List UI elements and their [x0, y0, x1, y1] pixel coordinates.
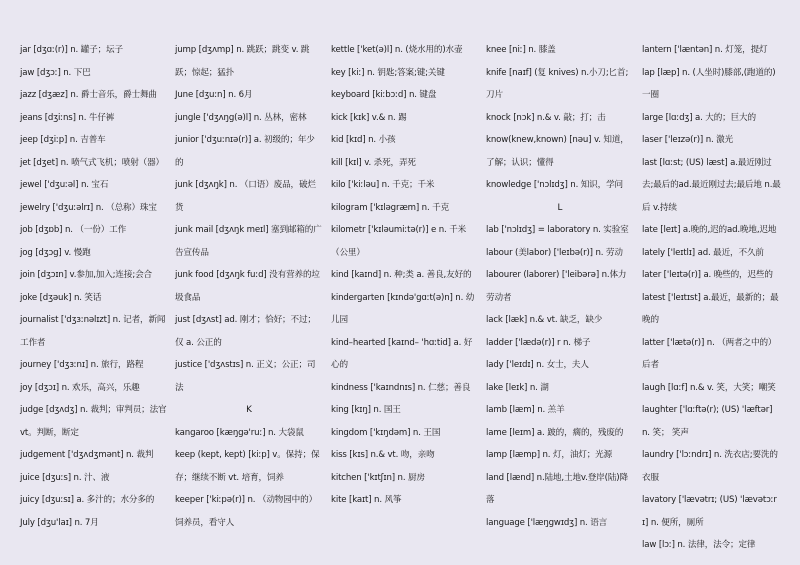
vocab-entry: knowledge ['nɔlɪdʒ] n. 知识，学问	[486, 180, 623, 190]
column-3	[331, 39, 476, 565]
vocab-entry: kind [kaɪnd] n. 种;类 a. 善良,友好的	[331, 270, 472, 280]
vocab-entry: juicy [dʒuːsɪ] a. 多汁的；水分多的	[20, 495, 155, 505]
vocab-entry: kettle ['ket(ə)l] n. (烧水用的)水壶	[331, 45, 463, 55]
section-letter-heading: L	[557, 202, 563, 213]
vocab-entry: knife [naɪf] (复 knives) n.小刀;匕首;刀片	[486, 67, 629, 100]
vocab-entry: knee [niː] n. 膝盖	[486, 45, 556, 55]
vocab-entry: jazz [dʒæz] n. 爵士音乐，爵士舞曲	[20, 90, 157, 100]
vocab-entry: jewelry ['dʒuːəlrɪ] n. （总称）珠宝	[20, 202, 157, 213]
vocab-entry: jeans [dʒiːns] n. 牛仔裤	[20, 112, 115, 123]
vocab-entry: jet [dʒet] n. 喷气式飞机；喷射（器）	[20, 157, 164, 168]
vocab-entry: late [leɪt] a.晚的,迟的ad.晚地,迟地	[642, 225, 777, 235]
vocab-entry: kick [kɪk] v.& n. 踢	[331, 112, 407, 123]
vocab-entry: jeep [dʒiːp] n. 吉普车	[20, 135, 106, 145]
vocab-entry: lack [læk] n.& vt. 缺乏，缺少	[486, 315, 603, 325]
vocab-entry: kind–hearted [kaɪnd– 'hɑːtid] a. 好心的	[331, 337, 473, 370]
vocab-entry: lavatory ['lævətrɪ; (US) 'lævətɔːrɪ] n. 便所，厕所	[642, 495, 777, 528]
vocab-entry: knock [nɔk] n.& v. 敲；打；击	[486, 112, 606, 123]
vocab-entry: laugh [lɑːf] n.& v. 笑，大笑；嘲笑	[642, 382, 776, 393]
vocab-entry: just [dʒʌst] ad. 刚才；恰好；不过；仅 a. 公正的	[175, 315, 316, 348]
vocab-entry: kangaroo [kæŋgə'ruː] n. 大袋鼠	[175, 427, 304, 438]
vocab-entry: July [dʒu'laɪ] n. 7月	[20, 517, 99, 528]
vocab-entry: jungle ['dʒʌŋg(ə)l] n. 丛林，密林	[175, 112, 307, 123]
vocab-entry: kite [kaɪt] n. 风筝	[331, 495, 402, 505]
vocab-entry: justice ['dʒʌstɪs] n. 正义；公正；司法	[175, 360, 316, 393]
column-1	[20, 39, 168, 565]
vocab-entry: kindergarten [kɪndə'gɑːt(ə)n] n. 幼儿园	[331, 292, 475, 325]
vocab-entry: later ['leɪtə(r)] a. 晚些的，迟些的	[642, 270, 773, 280]
vocab-entry: joy [dʒɔɪ] n. 欢乐，高兴，乐趣	[20, 382, 140, 393]
vocab-entry: king [kɪŋ] n. 国王	[331, 405, 401, 415]
vocab-entry: junk mail [dʒʌŋk meɪl] 塞到邮箱的广告宣传品	[175, 225, 322, 258]
vocab-entry: kingdom ['kɪŋdəm] n. 王国	[331, 427, 441, 438]
vocab-entry: last [lɑːst; (US) læst] a.最近刚过去;最后的ad.最近刚过去;最后地 n.最后 v.持续	[642, 157, 781, 213]
section-letter-heading: K	[246, 405, 252, 415]
vocab-entry: joke [dʒəuk] n. 笑话	[20, 292, 102, 303]
vocab-entry: junk [dʒʌŋk] n. （口语）废品，破烂货	[175, 180, 316, 213]
vocab-entry: judgement ['dʒʌdʒmənt] n. 裁判	[20, 450, 154, 460]
vocab-entry: kilometr ['kɪləumiːtə(r)] e n. 千米（公里）	[331, 225, 467, 258]
vocab-entry: laundry ['lɔːndrɪ] n. 洗衣店;要洗的衣服	[642, 450, 778, 483]
vocab-entry: language ['læŋgwɪdʒ] n. 语言	[486, 517, 608, 528]
vocab-entry: keep (kept, kept) [kiːp] v。保持；保存；继续不断 vt. 培育，饲养	[175, 450, 320, 483]
vocab-entry: key [kiː] n. 钥匙;答案;键;关键	[331, 67, 445, 78]
vocab-entry: join [dʒɔɪn] v.参加,加入;连接;会合	[20, 270, 152, 280]
vocab-entry: judge [dʒʌdʒ] n. 裁判；审判员；法官vt。判断，断定	[20, 405, 167, 438]
vocab-entry: lady ['leɪdɪ] n. 女士，夫人	[486, 360, 589, 370]
vocab-entry: junk food [dʒʌŋk fuːd] 没有营养的垃圾食品	[175, 270, 320, 303]
vocab-entry: jump [dʒʌmp] n. 跳跃；跳变 v. 跳跃；惊起；猛扑	[175, 45, 310, 78]
vocab-entry: know(knew,known) [nəu] v. 知道，了解；认识；懂得	[486, 135, 629, 168]
vocab-entry: lake [leɪk] n. 湖	[486, 382, 549, 393]
vocab-entry: laughter ['lɑːftə(r); (US) 'læftər] n. 笑； 笑声	[642, 405, 773, 438]
vocab-entry: jewel ['dʒuːəl] n. 宝石	[20, 180, 109, 190]
vocab-entry: kiss [kɪs] n.& vt. 吻，亲吻	[331, 450, 435, 460]
vocab-entry: junior ['dʒuːnɪə(r)] a. 初级的；年少的	[175, 135, 315, 168]
vocab-entry: kilo ['kiːləu] n. 千克；千米	[331, 180, 435, 190]
vocab-entry: kilogram ['kɪləgræm] n. 千克	[331, 202, 450, 213]
vocab-entry: latter ['lætə(r)] n. （两者之中的）后者	[642, 337, 777, 370]
vocab-entry: jog [dʒɔg] v. 慢跑	[20, 247, 91, 258]
vocab-entry: jar [dʒɑː(r)] n. 罐子；坛子	[20, 45, 123, 55]
vocab-entry: kid [kɪd] n. 小孩	[331, 135, 396, 145]
vocab-entry: kindness ['kaɪndnɪs] n. 仁慈；善良	[331, 382, 471, 393]
column-5	[642, 39, 782, 565]
vocab-entry: keeper ['kiːpə(r)] n. （动物园中的）饲养员，看守人	[175, 495, 318, 528]
column-4	[486, 39, 634, 565]
vocab-entry: June [dʒuːn] n. 6月	[175, 90, 253, 100]
vocab-entry: lamb [læm] n. 羔羊	[486, 405, 565, 415]
vocab-entry: keyboard [kiːbɔːd] n. 键盘	[331, 90, 437, 100]
vocab-entry: lap [læp] n. (人坐时)膝部,(跑道的)一圈	[642, 67, 776, 100]
vocab-entry: kill [kɪl] v. 杀死，弄死	[331, 157, 416, 168]
vocab-entry: ladder ['lædə(r)] r n. 梯子	[486, 337, 591, 348]
vocab-entry: juice [dʒuːs] n. 汁、液	[20, 472, 110, 483]
vocab-entry: large [lɑːdʒ] a. 大的；巨大的	[642, 112, 756, 123]
vocab-entry: labour (美labor) ['leɪbə(r)] n. 劳动	[486, 247, 623, 258]
vocab-entry: lantern ['læntən] n. 灯笼，提灯	[642, 45, 768, 55]
vocab-entry: lame [leɪm] a. 跛的，瘸的，残废的	[486, 427, 624, 438]
vocab-entry: kitchen ['kɪtʃɪn] n. 厨房	[331, 472, 425, 483]
vocab-entry: lab ['nɔlɪdʒ] = laboratory n. 实验室	[486, 225, 629, 235]
vocab-entry: laser ['leɪzə(r)] n. 激光	[642, 135, 734, 145]
vocab-entry: lamp [læmp] n. 灯，油灯；光源	[486, 450, 613, 460]
vocab-entry: jaw [dʒɔː] n. 下巴	[20, 67, 91, 78]
vocab-entry: journalist ['dʒɜːnəlɪzt] n. 记者，新闻工作者	[20, 315, 166, 348]
vocab-entry: land [lænd] n.陆地,土地v.登岸(陆)降落	[486, 472, 628, 505]
vocab-entry: latest ['leɪtɪst] a.最近，最新的；最晚的	[642, 292, 779, 325]
vocab-entry: lately ['leɪtlɪ] ad. 最近，不久前	[642, 247, 764, 258]
column-2	[175, 39, 323, 565]
vocab-entry: labourer (laborer) ['leibərə] n.体力劳动者	[486, 270, 627, 303]
vocab-entry: journey ['dʒɜːnɪ] n. 旅行，路程	[20, 360, 144, 370]
vocab-entry: job [dʒɒb] n. （一份）工作	[20, 225, 127, 235]
vocab-entry: law [lɔː] n. 法律，法令；定律	[642, 540, 756, 550]
